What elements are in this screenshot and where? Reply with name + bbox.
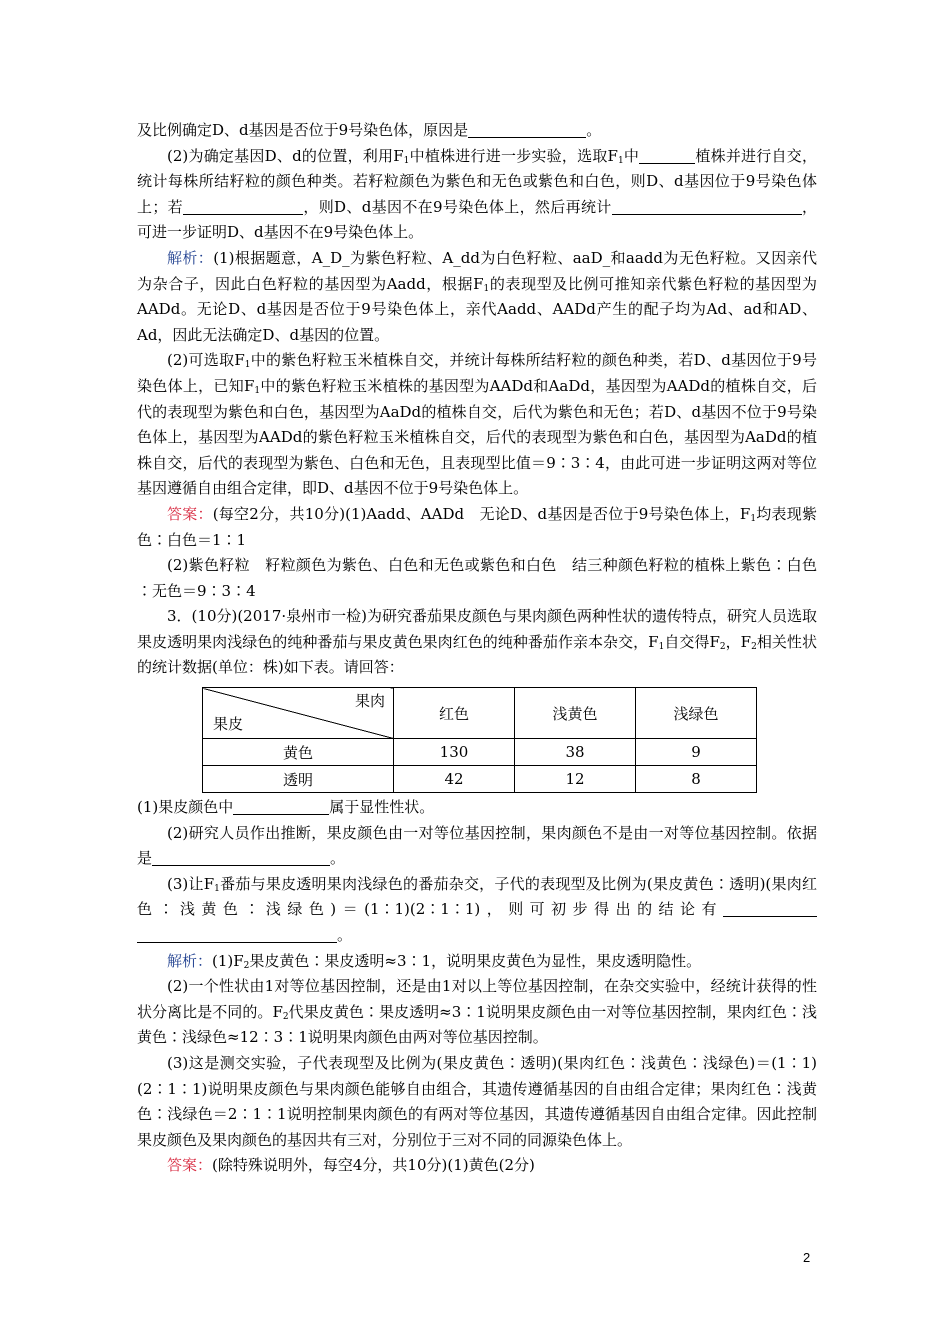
table-cell: 9 (636, 739, 757, 766)
answer-blank[interactable] (723, 900, 817, 917)
question-3-part-3: (3)让$F_1$番茄与果皮透明果肉浅绿色的番茄杂交，子代的表现型及比例为(果皮黄色∶透明)(果肉红色∶浅黄色∶浅绿色)＝(1∶1)(2∶1∶1)，则可初步得出的结论有。 (137, 874, 818, 945)
answer-1-paragraph-1: 答案：(每空2分，共10分)(1)Aadd、AADd 无论D、d基因是否位于9号染色体上，$F_1$均表现紫色∶白色＝1∶1 (137, 504, 817, 549)
question-2-paragraph: (2)为确定基因D、d的位置，利用$F_1$中植株进行进一步实验，选取$F_1$中 植株并进行自交，统计每株所结籽粒的颜色种类。若籽粒颜色为紫色和无色或紫色和白色，则D、d基因位于9号染色体上；若 ，则D、d基因不在9号染色体上，然后再统计 ，可进一步证明D、d基因不在9号染色体上。 (137, 146, 817, 242)
table-header: 浅绿色 (636, 688, 757, 739)
corner-label-top: 果肉 (354, 692, 385, 711)
analysis-3-paragraph-1: 解析：$(1)F_2$果皮黄色∶果皮透明≈3∶1，说明果皮黄色为显性，果皮透明隐性。 (167, 951, 702, 971)
question-3-part-1: (1)果皮颜色中 属于显性性状。 (137, 798, 435, 817)
document-page (137, 118, 817, 1179)
answer-blank[interactable] (639, 147, 695, 164)
row-label: 黄色 (203, 739, 394, 766)
table-header: 浅黄色 (515, 688, 636, 739)
answer-blank[interactable] (183, 198, 303, 215)
analysis-label: 解析： (167, 951, 213, 970)
analysis-3-paragraph-3: (3)这是测交实验，子代表现型及比例为(果皮黄色∶透明)(果肉红色∶浅黄色∶浅绿色)＝(1∶1)(2∶1∶1)说明果皮颜色与果肉颜色能够自由组合，其遗传遵循基因的自由组合定律；果肉红色∶浅黄色∶浅绿色＝2∶1∶1说明控制果肉颜色的有两对等位基因，其遗传遵循基因自由组合定律。因此控制果皮颜色及果肉颜色的基因共有三对，分别位于三对不同的同源染色体上。 (137, 1054, 817, 1149)
analysis-1-paragraph-1: 解析：(1)根据题意，A_D_为紫色籽粒、A_dd为白色籽粒、aaD_和aadd为无色籽粒。又因亲代为杂合子，因此白色籽粒的基因型为Aadd，根据$F_1$的表现型及比例可推知亲代紫色籽粒的基因型为AADd。无论D、d基因是否位于9号染色体上，亲代Aadd、AADd产生的配子均为Ad、ad和AD、Ad，因此无法确定D、d基因的位置。 (137, 248, 818, 344)
answer-3-paragraph: 答案：(除特殊说明外，每空4分，共10分)(1)黄色(2分) (167, 1156, 535, 1175)
answer-label: 答案： (167, 1156, 213, 1175)
table-header: 红色 (394, 688, 515, 739)
question-3-part-2: (2)研究人员作出推断，果皮颜色由一对等位基因控制，果肉颜色不是由一对等位基因控制。依据是 。 (137, 823, 817, 868)
answer-blank[interactable] (468, 121, 586, 138)
analysis-1-paragraph-2: (2)可选取$F_1$中的紫色籽粒玉米植株自交，并统计每株所结籽粒的颜色种类，若D、d基因位于9号染色体上，已知$F_1$中的紫色籽粒玉米植株的基因型为AADd和AaDd，基因型为AADd的植株自交，后代的表现型为紫色和白色，基因型为AaDd的植株自交，后代为紫色和无色；若D、d基因不位于9号染色体上，基因型为AADd的紫色籽粒玉米植株自交，后代的表现型为紫色和白色，基因型为AaDd的植株自交，后代的表现型为紫色、白色和无色，且表现型比值＝9∶3∶4，由此可进一步证明这两对等位基因遵循自由组合定律，即D、d基因不位于9号染色体上。 (137, 351, 817, 498)
page-number: 2 (803, 1250, 811, 1265)
analysis-3-paragraph-2: (2)一个性状由1对等位基因控制，还是由1对以上等位基因控制，在杂交实验中，经统计获得的性状分离比是不同的。$F_2$代果皮黄色∶果皮透明≈3∶1说明果皮颜色由一对等位基因控制，果肉红色∶浅黄色∶浅绿色≈12∶3∶1说明果肉颜色由两对等位基因控制。 (137, 977, 817, 1047)
table-cell: 130 (394, 739, 515, 766)
data-table (202, 687, 757, 793)
table-cell: 38 (515, 739, 636, 766)
table-row (203, 766, 757, 793)
table-cell: 8 (636, 766, 757, 793)
answer-1-paragraph-2: (2)紫色籽粒 籽粒颜色为紫色、白色和无色或紫色和白色 结三种颜色籽粒的植株上紫色∶白色∶无色＝9∶3∶4 (137, 556, 817, 600)
table-header-row (203, 688, 757, 739)
answer-blank[interactable] (612, 198, 802, 215)
analysis-label: 解析： (167, 248, 214, 267)
table-cell: 42 (394, 766, 515, 793)
answer-blank[interactable] (152, 849, 330, 866)
answer-blank[interactable] (233, 798, 329, 815)
table-row (203, 739, 757, 766)
table-corner-cell (203, 688, 394, 739)
corner-label-bottom: 果皮 (213, 715, 244, 734)
question-3-intro: 3．(10分)(2017·泉州市一检)为研究番茄果皮颜色与果肉颜色两种性状的遗传特点，研究人员选取果皮透明果肉浅绿色的纯种番茄与果皮黄色果肉红色的纯种番茄作亲本杂交，$F_1$自交得$F_2$，$F_2$相关性状的统计数据(单位：株)如下表。请回答： (137, 607, 817, 677)
row-label: 透明 (203, 766, 394, 793)
answer-blank[interactable] (137, 926, 337, 943)
continued-line: 及比例确定D、d基因是否位于9号染色体，原因是 。 (137, 121, 602, 139)
table-cell: 12 (515, 766, 636, 793)
answer-label: 答案： (167, 504, 213, 523)
